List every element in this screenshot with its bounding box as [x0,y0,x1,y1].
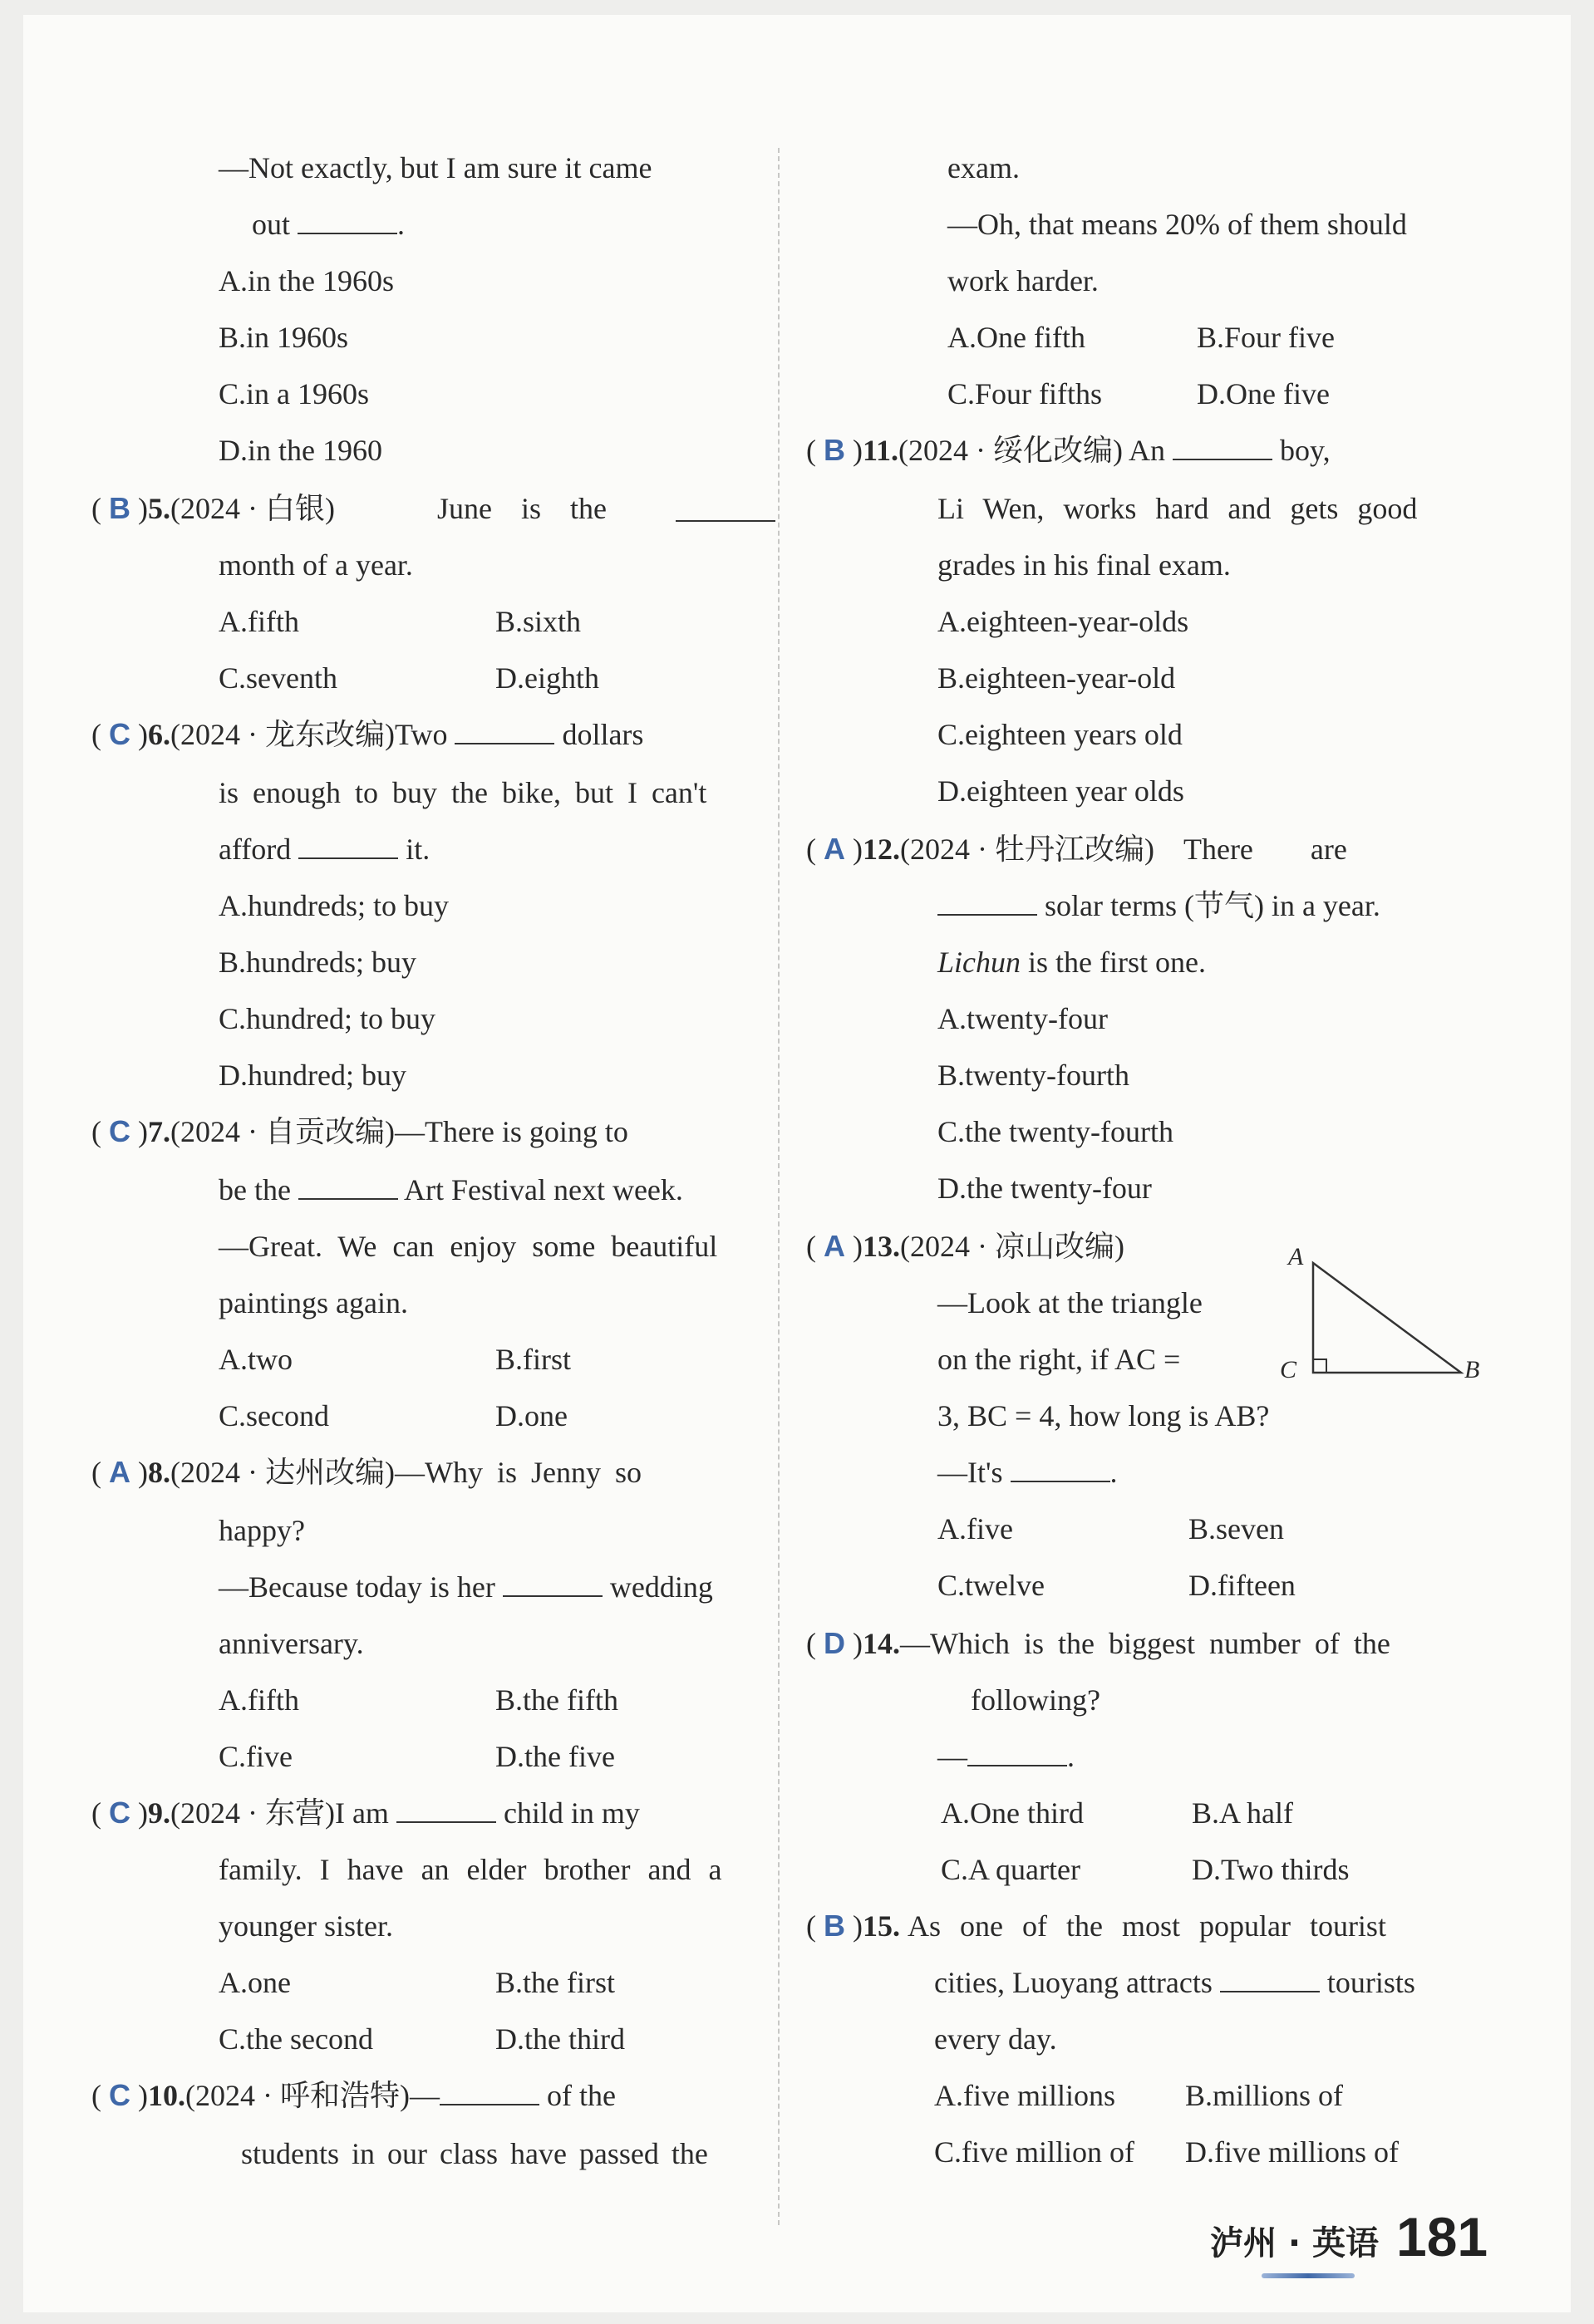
q15-line3: every day. [934,2022,1057,2056]
q10-option-d: D.One five [1197,377,1330,410]
answer-blank[interactable] [298,833,398,859]
q15-option-a: A.five millions [934,2079,1115,2112]
q6-line2: is enough to buy the bike, but I can't [219,776,707,809]
q15-option-c: C.five million of [934,2135,1134,2169]
q6-header: ( C )6.(2024 · 龙东改编)Two dollars [91,717,644,751]
q9-answer: C [109,1796,130,1830]
q9-option-b: B.the first [495,1966,615,1999]
q6-option-b: B.hundreds; buy [219,946,416,979]
q13-header: ( A )13.(2024 · 凉山改编) [806,1229,1124,1263]
q8-answer: A [109,1455,130,1489]
q15-answer: B [824,1909,845,1943]
right-triangle-figure [1280,1243,1488,1393]
q5-line2: month of a year. [219,548,413,582]
q14-answer: D [824,1626,845,1660]
answer-blank[interactable] [676,495,775,522]
q12-header: ( A )12.(2024 · 牡丹江改编) There are [806,832,1347,866]
q14-option-a: A.One third [941,1796,1084,1830]
q11-option-b: B.eighteen-year-old [937,661,1176,695]
q13-option-d: D.fifteen [1188,1569,1296,1602]
q11-line2: Li Wen, works hard and gets good [937,492,1418,525]
q8-option-a: A.fifth [219,1683,299,1717]
q10-option-b: B.Four five [1197,321,1335,354]
q15-option-d: D.five millions of [1185,2135,1399,2169]
triangle-shape [1313,1263,1461,1373]
q14-option-b: B.A half [1192,1796,1293,1830]
q11-line3: grades in his final exam. [937,548,1231,582]
q9-option-d: D.the third [495,2022,625,2056]
q7-option-a: A.two [219,1343,293,1376]
answer-blank[interactable] [1173,434,1272,460]
q10-line5: work harder. [947,264,1099,297]
q8-line3: —Because today is her wedding [219,1570,713,1604]
worksheet-page [23,15,1571,2312]
q14-option-c: C.A quarter [941,1853,1080,1886]
q9-line2: family. I have an elder brother and a [219,1853,722,1886]
q4-line2: out . [252,208,406,241]
q14-line2: following? [971,1683,1100,1717]
q8-line2: happy? [219,1514,305,1547]
q5-option-b: B.sixth [495,605,582,638]
q10-answer: C [109,2078,130,2112]
q8-option-d: D.the five [495,1740,615,1773]
q6-option-c: C.hundred; to buy [219,1002,435,1035]
q8-header: ( A )8.(2024 · 达州改编)—Why is Jenny so [91,1455,642,1489]
q8-option-c: C.five [219,1740,293,1773]
triangle-label-c: C [1280,1356,1297,1383]
q13-line3: 3, BC = 4, how long is AB? [937,1399,1270,1432]
triangle-label-a: A [1288,1243,1304,1270]
q10-line3: exam. [947,151,1020,184]
q7-line3: —Great. We can enjoy some beautiful [219,1230,718,1263]
q7-answer: C [109,1114,130,1148]
q9-option-c: C.the second [219,2022,373,2056]
q8-option-b: B.the fifth [495,1683,618,1717]
answer-blank[interactable] [298,1173,398,1200]
q14-line3: — . [937,1740,1075,1773]
q5-line1: June is the [437,489,775,528]
q7-option-b: B.first [495,1343,572,1376]
footer-title: 泸州 · 英语 [1210,2224,1380,2263]
answer-blank[interactable] [1011,1456,1110,1482]
answer-blank[interactable] [396,1796,496,1823]
q13-line4: —It's . [937,1456,1118,1489]
q14-header: ( D )14.—Which is the biggest number of the [806,1626,1390,1660]
q9-line3: younger sister. [219,1909,393,1943]
q13-line1: —Look at the triangle [937,1286,1203,1319]
q12-option-c: C.the twenty-fourth [937,1115,1173,1148]
q11-option-a: A.eighteen-year-olds [937,605,1189,638]
answer-blank[interactable] [937,889,1037,916]
q7-line2: be the Art Festival next week. [219,1173,683,1206]
answer-blank[interactable] [298,208,397,234]
q12-line3: Lichun is the first one. [937,946,1206,979]
q7-line4: paintings again. [219,1286,408,1319]
q13-answer: A [824,1229,845,1263]
q10-header: ( C )10.(2024 · 呼和浩特)— of the [91,2078,616,2112]
q11-answer: B [824,433,845,467]
answer-blank[interactable] [440,2079,539,2105]
q9-option-a: A.one [219,1966,291,1999]
answer-blank[interactable] [455,718,554,744]
answer-blank[interactable] [503,1570,603,1597]
q5-option-d: D.eighth [495,661,599,695]
q10-option-a: A.One fifth [947,321,1085,354]
q13-option-b: B.seven [1188,1512,1284,1545]
q6-option-d: D.hundred; buy [219,1059,406,1092]
q12-line2: solar terms (节气) in a year. [937,886,1380,926]
q8-line4: anniversary. [219,1627,364,1660]
q5-option-c: C.seventh [219,661,337,695]
q15-header: ( B )15. As one of the most popular tourist [806,1909,1386,1943]
q4-option-a: A.in the 1960s [219,264,394,297]
answer-blank[interactable] [1220,1966,1320,1992]
q6-answer: C [109,717,130,751]
q10-line2: students in our class have passed the [241,2137,708,2170]
q5-header: ( B )5.(2024 · 白银) [91,491,335,525]
q10-option-c: C.Four fifths [947,377,1103,410]
q11-option-d: D.eighteen year olds [937,774,1184,808]
q4-option-b: B.in 1960s [219,321,349,354]
q15-option-b: B.millions of [1185,2079,1344,2112]
q14-option-d: D.Two thirds [1192,1853,1350,1886]
q12-option-d: D.the twenty-four [937,1172,1152,1205]
q5-answer: B [109,491,130,525]
q13-option-a: A.five [937,1512,1013,1545]
q15-line2: cities, Luoyang attracts tourists [934,1966,1415,1999]
q7-option-d: D.one [495,1399,568,1432]
q12-answer: A [824,832,845,866]
q7-header: ( C )7.(2024 · 自贡改编)—There is going to [91,1114,628,1148]
q4-line1: —Not exactly, but I am sure it came [219,151,652,184]
q6-option-a: A.hundreds; to buy [219,889,449,922]
q12-option-a: A.twenty-four [937,1002,1108,1035]
page-number: 181 [1396,2206,1488,2267]
q12-option-b: B.twenty-fourth [937,1059,1129,1092]
q13-option-c: C.twelve [937,1569,1045,1602]
q7-option-c: C.second [219,1399,329,1432]
q10-line4: —Oh, that means 20% of them should [947,208,1407,241]
q4-option-c: C.in a 1960s [219,377,370,410]
q13-line2: on the right, if AC = [937,1343,1181,1376]
triangle-label-b: B [1464,1356,1480,1383]
right-angle-marker [1313,1359,1326,1373]
q11-header: ( B )11.(2024 · 绥化改编) An boy, [806,433,1331,467]
q9-header: ( C )9.(2024 · 东营)I am child in my [91,1796,640,1830]
answer-blank[interactable] [967,1740,1067,1766]
q4-option-d: D.in the 1960 [219,434,382,467]
q11-option-c: C.eighteen years old [937,718,1183,751]
footer-underline [1262,2273,1355,2278]
q5-option-a: A.fifth [219,605,299,638]
column-divider [778,148,780,2225]
q6-line3: afford it. [219,833,430,866]
